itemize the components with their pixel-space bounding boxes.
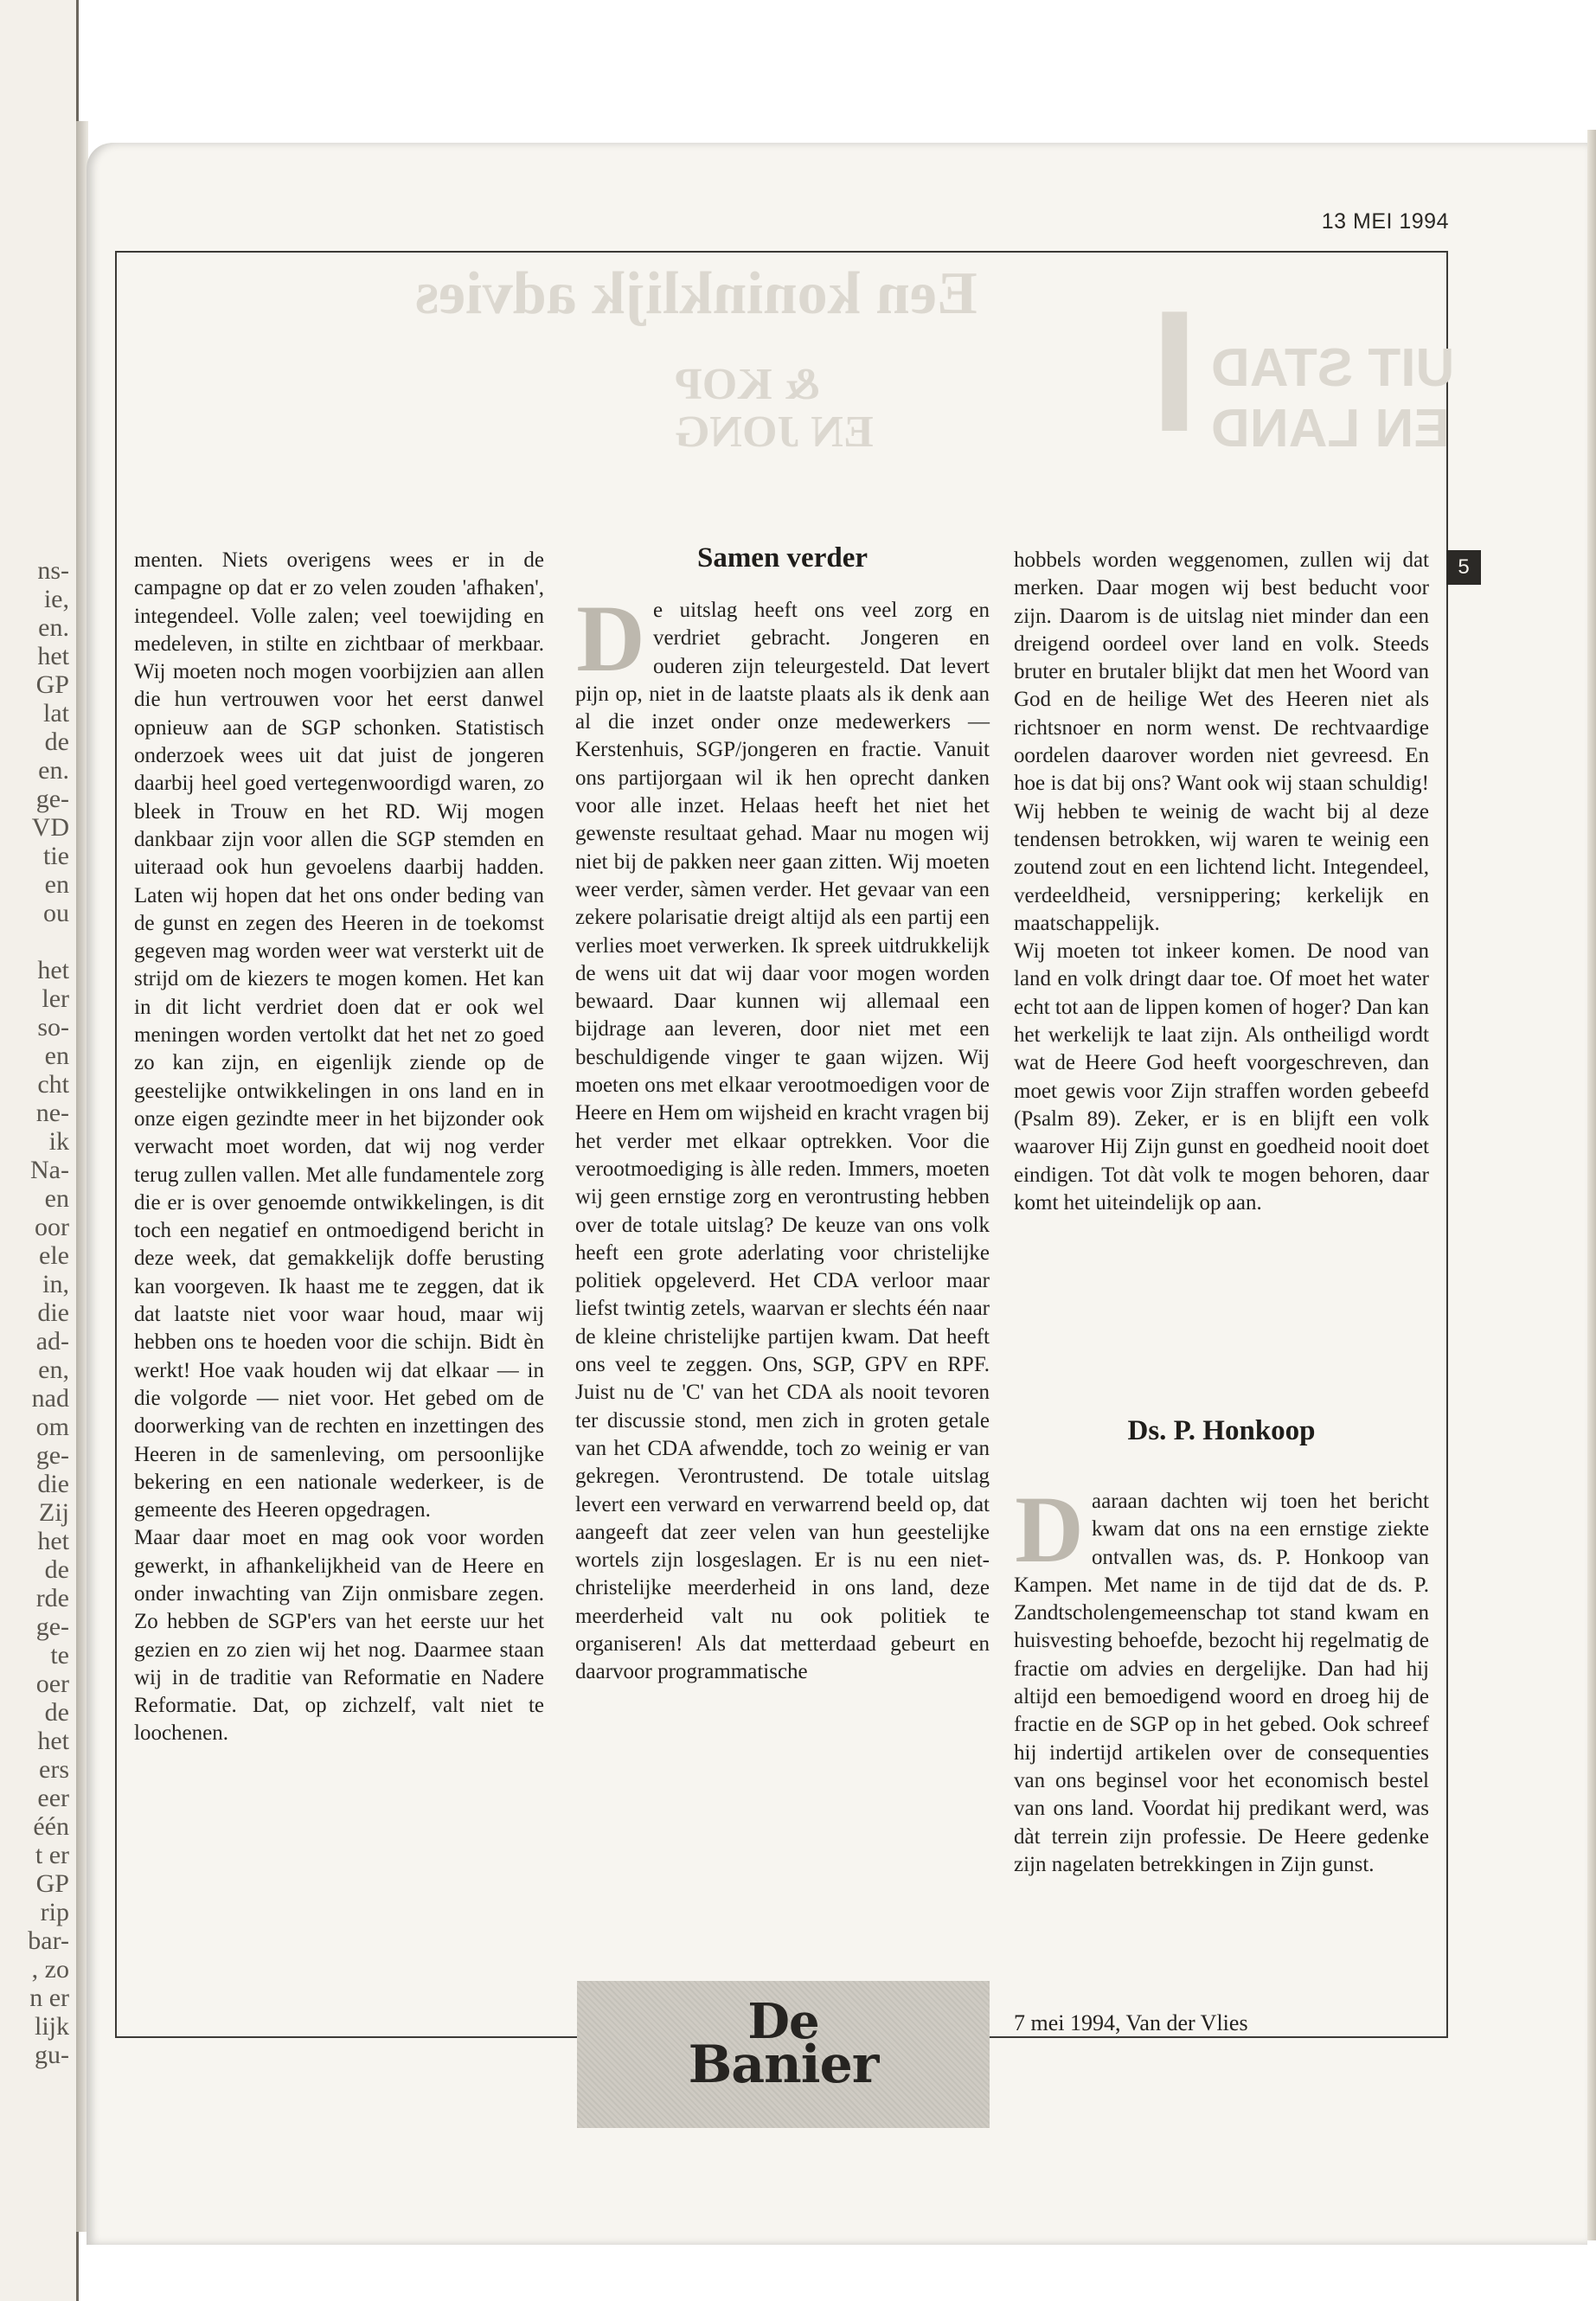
logo-line-2: Banier [688, 2035, 879, 2095]
bleed-through-letter: I [1151, 275, 1199, 468]
de-banier-logo [577, 1981, 990, 2128]
left-page-fragment: , zo [31, 1955, 69, 1984]
left-page-fragment: het [37, 1727, 69, 1755]
bleed-through-small: & KOP [675, 360, 821, 409]
left-page-fragment: eer [37, 1784, 69, 1812]
signoff: 7 mei 1994, Van der Vlies [1014, 2010, 1248, 2035]
left-page-fragment: t er [35, 1841, 69, 1869]
left-page-fragment: ler [42, 984, 69, 1013]
left-page-fragment: ie, [43, 585, 69, 613]
logo-line-1: De [747, 1993, 819, 2050]
left-page-fragment: de [44, 1698, 69, 1727]
left-page-fragment: en, [38, 1356, 69, 1384]
left-page-fragment: rde [35, 1584, 69, 1612]
logo-wordmark [577, 1993, 990, 2095]
left-page-fragment: in, [42, 1270, 69, 1298]
left-page-fragment: en [44, 1042, 69, 1070]
column-3-obituary [1014, 1477, 1429, 1879]
left-page-fragment: ge- [35, 785, 69, 813]
left-page-fragment: Zij [39, 1498, 69, 1527]
left-page-fragment: en. [38, 613, 69, 642]
left-page-fragment [7, 927, 69, 956]
bleed-through-small-2: EN JONG [675, 407, 874, 457]
page-edge [1587, 130, 1596, 2240]
left-page-fragment: n er [29, 1984, 69, 2012]
left-page-fragment: en. [38, 756, 69, 785]
left-page-fragment: oor [35, 1213, 69, 1241]
left-page-fragment: die [37, 1298, 69, 1327]
left-page-fragment: ers [39, 1755, 69, 1784]
left-page-fragment: cht [37, 1070, 69, 1099]
column-1-paragraph-1: menten. Niets overigens wees er in de campagne op dat er zo velen zouden 'afhaken', integendeel. Volle zalen; veel toewijding en medeleven, in stilte en zichtbaar of merkbaar. Wij moeten noch mogen voorbijzien aan allen die hun vertrouwen voor het eerst danwel opnieuw aan de SGP schonken. Statistisch onderzoek wees uit dat juist de jongeren daarbij heel goed vertegenwoordigd waren, zo bleek in Trouw en het RD. Wij mogen dankbaar zijn voor allen die SGP stemden en uiteraad ook hun gevoelens daarbij hadden. Laten wij hopen dat het ons onder beding van de gunst en zegen des Heeren in de toekomst gegeven mag worden weer wat versterkt uit de strijd om de kiezers te mogen komen. Het kan in dit licht verdriet doen dat er ook wel meningen worden vertolkt dat het net zo goed zo kan zijn, en eigenlijk ziende op de geestelijke ontwikkelingen in ons land en in onze eigen gezindte meer in het bijzonder ook verwacht moet worden, dat wij nog verder terug zullen vallen. Met alle fundamentele zorg die er is over genoemde ontwikkelingen, is dit toch een negatief en ontmoedigend bericht in deze week, dat gemakkelijk doffe berusting kan voorgeven. Ik haast me te zeggen, dat ik dat laatste niet voor waar houd, maar wij hebben ons te hoeden voor die schijn. Bidt èn werkt! Hoe vaak houden wij dat elkaar — in die volgorde — niet voor. Het gebed om de doorwerking van de rechten en inzettingen des Heeren in de samenleving, om persoonlijke bekering en een nationale wederkeer, is de gemeente des Heeren opgedragen. [134, 548, 544, 1522]
page-number-badge: 5 [1446, 550, 1481, 585]
left-page-fragment: het [37, 956, 69, 984]
left-page-fragment: lijk [34, 2012, 69, 2041]
left-page-fragment: gu- [35, 2041, 69, 2069]
left-page-fragment: het [37, 1527, 69, 1555]
left-page-fragment: één [33, 1812, 69, 1841]
left-page-fragment: VD [31, 813, 69, 842]
column-2-paragraph-1 [575, 586, 990, 1687]
left-page-fragment: om [35, 1413, 69, 1441]
obituary-paragraph-text: aaraan dachten wij toen het bericht kwam dat ons na een ernstige ziekte ontvallen was, ds. P. Honkoop van Kampen. Met name in de tijd dat de ds. P. Zandtscholengemeenschap tot stand kwam en huisvesting behoefde, bezocht hij regelmatig de fractie om advies en dergelijke. Dan had hij altijd een bemoedigend woord en droeg hij de fractie en de SGP op in het gebed. Ook schreef hij indertijd artikelen over de consequenties van ons beginsel voor het economisch bestel van ons land. Voordat hij predikant werd, was dàt terrein zijn professie. De Heere gedenke zijn nagelaten betrekkingen in Zijn gunst. [1014, 1490, 1429, 1876]
left-page-fragment: Na- [30, 1156, 69, 1184]
left-page-fragment: ge- [35, 1612, 69, 1641]
left-page-fragment: GP [35, 670, 69, 699]
left-page-fragment: bar- [28, 1926, 69, 1955]
left-page-fragment: ns- [37, 556, 69, 585]
left-page-edge [0, 0, 79, 2301]
column-3-paragraph-1: hobbels worden weggenomen, zullen wij dat merken. Daar mogen wij best beducht voor zijn. Daarom is de uitslag niet minder dan een dreigend oordeel over land en volk. Steeds bruter en brutaler blijkt dat men het Woord van God en de heilige Wet des Heeren niet als richtsnoer en norm wenst. De rechtvaardige oordelen daarover worden niet gevreesd. En hoe is dat bij ons? Want ook wij staan schuldig! Wij hebben te weinig de wacht bij al deze tendensen betrokken, wij waren te weinig een zoutend zout en een lichtend licht. Integendeel, verdeeldheid, versnippering; kerkelijk en maatschappelijk. [1014, 548, 1429, 935]
left-page-fragment: en [44, 870, 69, 899]
section-heading-honkoop: Ds. P. Honkoop [1127, 1415, 1316, 1446]
left-page-fragment: ou [43, 899, 69, 927]
issue-date: 13 MEI 1994 [1321, 209, 1449, 234]
column-1 [134, 547, 544, 1748]
left-page-fragment: die [37, 1470, 69, 1498]
column-3-paragraph-2: Wij moeten tot inkeer komen. De nood van land en volk dringt daar toe. Of moet het water echt tot aan de lippen komen of hoger? Dan kan het werkelijk te laat zijn. Als ontheiligd wordt wat de Heere God heeft voorgeschreven, dan moet gewis voor Zijn straffen worden gebeefd (Psalm 89). Zeker, er is en blijft een volk waarover Hij Zijn gunst en goedheid nooit doet eindigen. Tot dàt volk te mogen behoren, daar komt het uiteindelijk op aan. [1014, 939, 1429, 1215]
left-page-fragment: tie [43, 842, 69, 870]
column-1-paragraph-2: Maar daar moet en mag ook voor worden gewerkt, in afhankelijkheid van de Heere en onder inwachting van Zijn onmisbare zegen. Zo hebben de SGP'ers van het eerste uur het gezien en zo zien wij het nog. Daarmee staan wij in de traditie van Reformatie en Nadere Reformatie. Dat, op zichzelf, valt niet te loochenen. [134, 1526, 544, 1746]
left-page-fragment: ad- [35, 1327, 69, 1356]
column-2-paragraph-1-text: e uitslag heeft ons veel zorg en verdriet gebracht. Jongeren en ouderen zijn teleurgesteld. Dat levert pijn op, niet in de laatste plaats als ik denk aan al die inzet onder onze medewerkers — Kerstenhuis, SGP/jongeren en fractie. Vanuit ons partijorgaan wil ik hen oprecht danken voor alle inzet. Helaas heeft het niet het gewenste resultaat gehad. Maar nu mogen wij niet bij de pakken neer gaan zitten. Wij moeten weer verder, sàmen verder. Het gevaar van een zekere polarisatie dreigt altijd als een partij een verlies moet verwerken. Ik spreek uitdrukkelijk de wens uit dat wij daar voor mogen worden bewaard. Daar kunnen wij allemaal een bijdrage aan leveren, door niet met een beschuldigende vinger te gaan wijzen. Wij moeten ons met elkaar verootmoedigen voor de Heere en Hem om wijsheid en kracht vragen bij het verder met elkaar optrekken. Voor die verootmoediging is àlle reden. Immers, moeten wij geen ernstige zorg en verontrusting hebben over de totale uitslag? De keuze van ons volk heeft een grote aderlating voor christelijke politiek opgeleverd. Het CDA verloor maar liefst twintig zetels, waarvan er slechts één naar de kleine christelijke partijen kwam. Dat heeft ons veel te zeggen. Ons, SGP, GPV en RPF. Juist nu de 'C' van het CDA als nooit tevoren ter discussie stond, men zich in groten getale van het CDA afwendde, toch zo weinig er van gekregen. Verontrustend. De totale uitslag levert een verward en verwarrend beeld op, dat aangeeft dat zeer velen van hun geestelijke wortels zijn losgeslagen. Er is nu een niet-christelijke meerderheid in ons land, deze meerderheid valt nu ook politiek te organiseren! Als dat metterdaad gebeurt en daarvoor programmatische [575, 599, 990, 1684]
left-page-fragment: de [44, 727, 69, 756]
left-page-fragment: de [44, 1555, 69, 1584]
bleed-through-title: Een koninklijk advies [415, 260, 977, 327]
left-page-fragment: ge- [35, 1441, 69, 1470]
left-page-fragment: nad [31, 1384, 69, 1413]
column-3 [1014, 547, 1429, 1217]
left-page-fragment: en [44, 1184, 69, 1213]
bleed-through-kicker: UIT STAD [1211, 338, 1455, 398]
left-page-fragments [7, 556, 69, 2069]
left-page-fragment: oer [35, 1670, 69, 1698]
left-page-fragment: het [37, 642, 69, 670]
left-page-fragment: ik [48, 1127, 69, 1156]
left-page-fragment: te [50, 1641, 69, 1670]
bleed-through-kicker-2: EN LAND [1211, 399, 1450, 458]
drop-cap: D [576, 586, 645, 691]
column-2 [575, 586, 990, 1687]
drop-cap: D [1015, 1477, 1084, 1582]
left-page-fragment: rip [40, 1898, 69, 1926]
left-page-fragment: GP [35, 1869, 69, 1898]
obituary-paragraph [1014, 1477, 1429, 1879]
left-page-fragment: so- [37, 1013, 69, 1042]
section-heading-samen-verder: Samen verder [696, 542, 869, 574]
left-page-fragment: lat [43, 699, 69, 727]
left-page-fragment: ne- [35, 1099, 69, 1127]
left-page-fragment: ele [39, 1241, 69, 1270]
